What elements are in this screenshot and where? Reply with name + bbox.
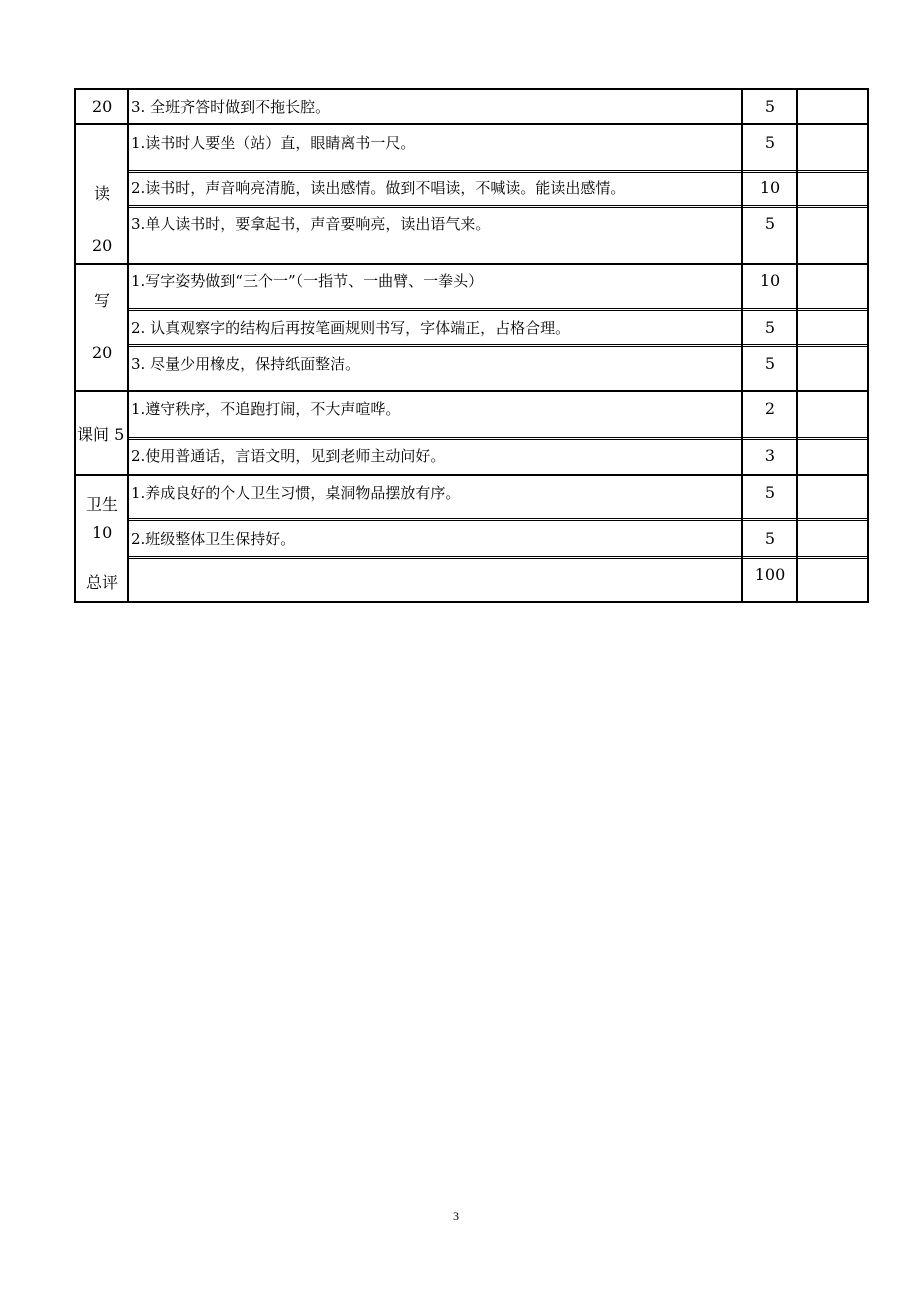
score-value: 10 (759, 178, 781, 197)
total-score: 100 (754, 565, 786, 584)
table-border-top (74, 88, 869, 90)
criterion-text: 1.遵守秩序，不追跑打闹，不大声喧哗。 (131, 400, 401, 418)
score-value: 5 (764, 483, 776, 502)
row-divider (128, 439, 869, 440)
score-value: 5 (764, 133, 776, 152)
category-label: 20 (92, 343, 113, 362)
score-value: 3 (764, 446, 776, 465)
category-label: 写 (94, 291, 111, 310)
row-divider (128, 170, 869, 171)
criterion-text: 2.读书时，声音响亮清脆，读出感情。做到不唱读，不喊读。能读出感情。 (131, 179, 626, 197)
row-divider (128, 205, 869, 206)
criterion-text: 1.写字姿势做到“三个一”（一指节、一曲臂、一拳头） (131, 272, 484, 290)
row-divider (128, 558, 869, 559)
category-label: 卫生 (86, 495, 119, 514)
row-divider (128, 520, 869, 521)
row-divider (128, 344, 869, 345)
row-divider (128, 207, 869, 208)
category-label: 读 (94, 184, 111, 203)
section-divider-write (74, 263, 869, 265)
criterion-text: 3. 尽量少用橡皮，保持纸面整洁。 (131, 355, 361, 373)
evaluation-table (74, 88, 869, 603)
category-label: 课间 5 (77, 425, 125, 444)
score-value: 10 (759, 271, 781, 290)
category-label: 20 (92, 97, 113, 116)
row-divider (128, 556, 869, 557)
score-value: 2 (764, 399, 776, 418)
page-number: 3 (453, 1209, 459, 1223)
table-border-bottom (74, 601, 869, 603)
table-border-left (74, 88, 76, 603)
category-label: 总评 (86, 573, 119, 592)
criterion-text: 2. 认真观察字的结构后再按笔画规则书写，字体端正，占格合理。 (131, 319, 571, 337)
row-divider (128, 308, 869, 309)
criterion-text: 2.使用普通话，言语文明，见到老师主动问好。 (131, 447, 446, 465)
criterion-text: 3. 全班齐答时做到不拖长腔。 (131, 98, 331, 116)
row-divider (128, 518, 869, 519)
criterion-text: 1.养成良好的个人卫生习惯，桌洞物品摆放有序。 (131, 484, 461, 502)
row-divider (128, 437, 869, 438)
category-label: 20 (92, 236, 113, 255)
score-value: 5 (764, 97, 776, 116)
score-value: 5 (764, 214, 776, 233)
row-divider (128, 172, 869, 173)
category-label: 10 (92, 523, 113, 542)
score-value: 5 (764, 354, 776, 373)
row-divider (128, 346, 869, 347)
criterion-text: 2.班级整体卫生保持好。 (131, 530, 296, 548)
score-value: 5 (764, 529, 776, 548)
section-divider-hygiene (74, 474, 869, 476)
section-divider-read (74, 123, 869, 125)
section-divider-break (74, 390, 869, 392)
row-divider (128, 310, 869, 311)
criterion-text: 3.单人读书时，要拿起书，声音要响亮，读出语气来。 (131, 215, 491, 233)
score-value: 5 (764, 318, 776, 337)
criterion-text: 1.读书时人要坐（站）直，眼睛离书一尺。 (131, 134, 416, 152)
